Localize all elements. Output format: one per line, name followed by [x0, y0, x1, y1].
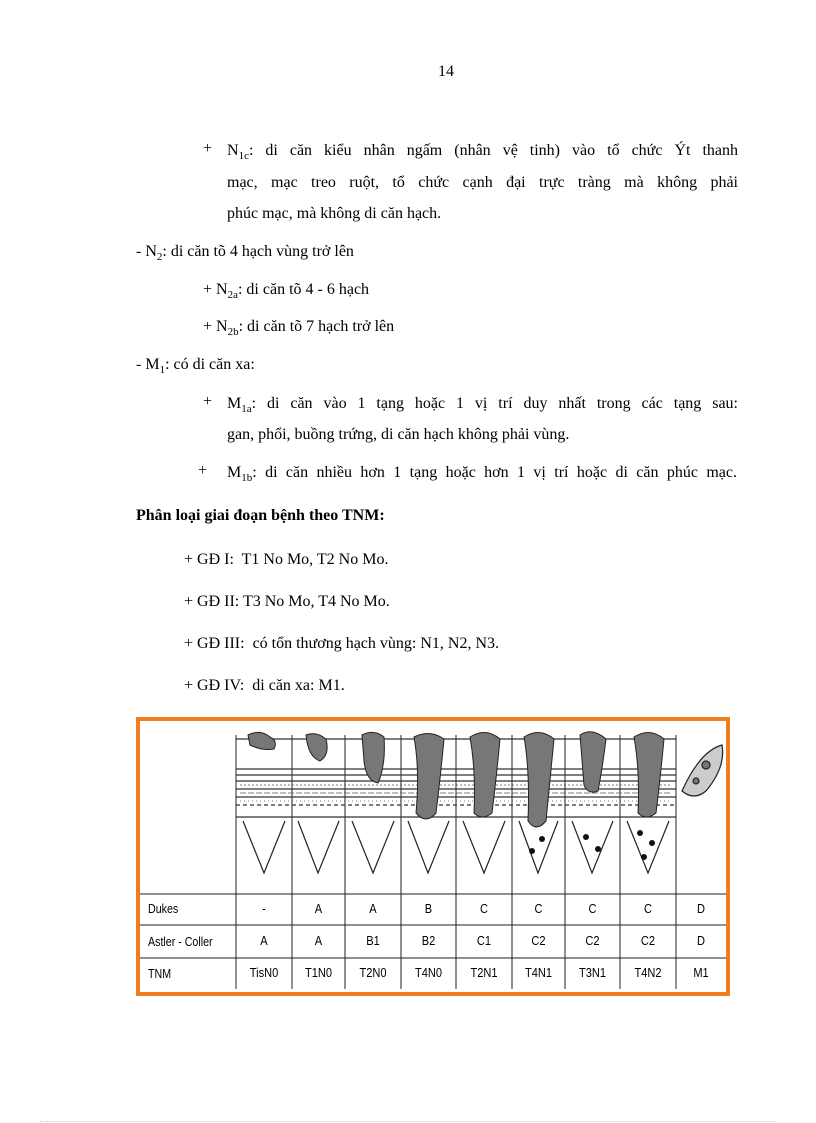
astler-cell: A	[314, 933, 323, 948]
liver-metastasis	[682, 745, 723, 796]
row-label-astler-coller: Astler - Coller	[148, 934, 213, 949]
bowel-texture	[240, 785, 670, 801]
m1a-line-2: gan, phổi, buồng trứng, di căn hạch không phải vùng.	[227, 426, 570, 443]
tnm-cell: T4N0	[414, 965, 443, 980]
row-label-tnm: TNM	[148, 966, 172, 981]
staging-illustration	[140, 721, 726, 992]
astler-cell: C2	[531, 933, 546, 948]
dukes-cell: C	[480, 901, 488, 916]
page-bottom-rule	[40, 1121, 776, 1122]
tnm-cell: T4N1	[524, 965, 553, 980]
astler-cell: C2	[640, 933, 656, 948]
gd1-line: + GĐ I: T1 No Mo, T2 No Mo.	[184, 551, 389, 568]
dukes-cell: C	[588, 901, 597, 916]
dukes-cell: C	[534, 901, 543, 916]
astler-cell: A	[260, 933, 268, 948]
tnm-cell: T1N0	[304, 965, 333, 980]
dukes-cell: -	[262, 901, 266, 916]
page-number: 14	[438, 63, 454, 80]
tnm-cell: M1	[693, 965, 709, 980]
dukes-cell: D	[697, 901, 705, 916]
gd2-line: + GĐ II: T3 No Mo, T4 No Mo.	[184, 593, 390, 610]
astler-cell: D	[697, 933, 705, 948]
n1c-line-3: phúc mạc, mà không di căn hạch.	[227, 205, 442, 222]
dukes-cell: C	[644, 901, 652, 916]
n2b-line: + $N_{2b}$: di căn tõ 7 hạch trở lên	[203, 318, 395, 338]
staging-figure	[136, 717, 730, 996]
m1b-line: $M_{1b}$: di căn nhiều hơn 1 tạng hoặc hơn 1 vị trí hoặc di căn phúc mạc.	[227, 464, 737, 484]
gd3-line: + GĐ III: có tổn thương hạch vùng: N1, N2, N3.	[184, 635, 499, 652]
tnm-cell: T3N1	[578, 965, 607, 980]
tnm-cell: T4N2	[634, 965, 662, 980]
gd4-line: + GĐ IV: di căn xa: M1.	[184, 677, 345, 694]
dukes-cell: B	[424, 901, 433, 916]
m1-line: - $M_1$: có di căn xa:	[136, 356, 255, 376]
n1c-line-1: $N_{1c}$: di căn kiểu nhân ngấm (nhân vệ tinh) vào tổ chức Ýt thanh	[227, 142, 738, 162]
dukes-cell: A	[369, 901, 377, 916]
tnm-cell: T2N0	[359, 965, 387, 980]
n1c-bullet: +	[203, 140, 213, 157]
n1c-line-2: mạc, mạc treo ruột, tổ chức cạnh đại trực tràng mà không phải	[227, 174, 738, 191]
tnm-cell: T2N1	[470, 965, 498, 980]
m1a-bullet: +	[203, 393, 213, 410]
astler-cell: C1	[476, 933, 492, 948]
n2a-line: + $N_{2a}$: di căn tõ 4 - 6 hạch	[203, 281, 370, 301]
astler-cell: B1	[366, 933, 380, 948]
astler-cell: B2	[421, 933, 436, 948]
tnm-cell: TisN0	[249, 965, 279, 980]
n2-line: - $N_2$: di căn tõ 4 hạch vùng trở lên	[136, 243, 354, 263]
m1a-line-1: $M_{1a}$: di căn vào 1 tạng hoặc 1 vị trí duy nhất trong các tạng sau:	[227, 395, 738, 415]
row-label-dukes: Dukes	[148, 901, 179, 916]
astler-cell: C2	[585, 933, 600, 948]
m1b-bullet: +	[198, 462, 208, 479]
staging-heading: Phân loại giai đoạn bệnh theo TNM:	[136, 507, 385, 524]
dukes-cell: A	[314, 901, 323, 916]
